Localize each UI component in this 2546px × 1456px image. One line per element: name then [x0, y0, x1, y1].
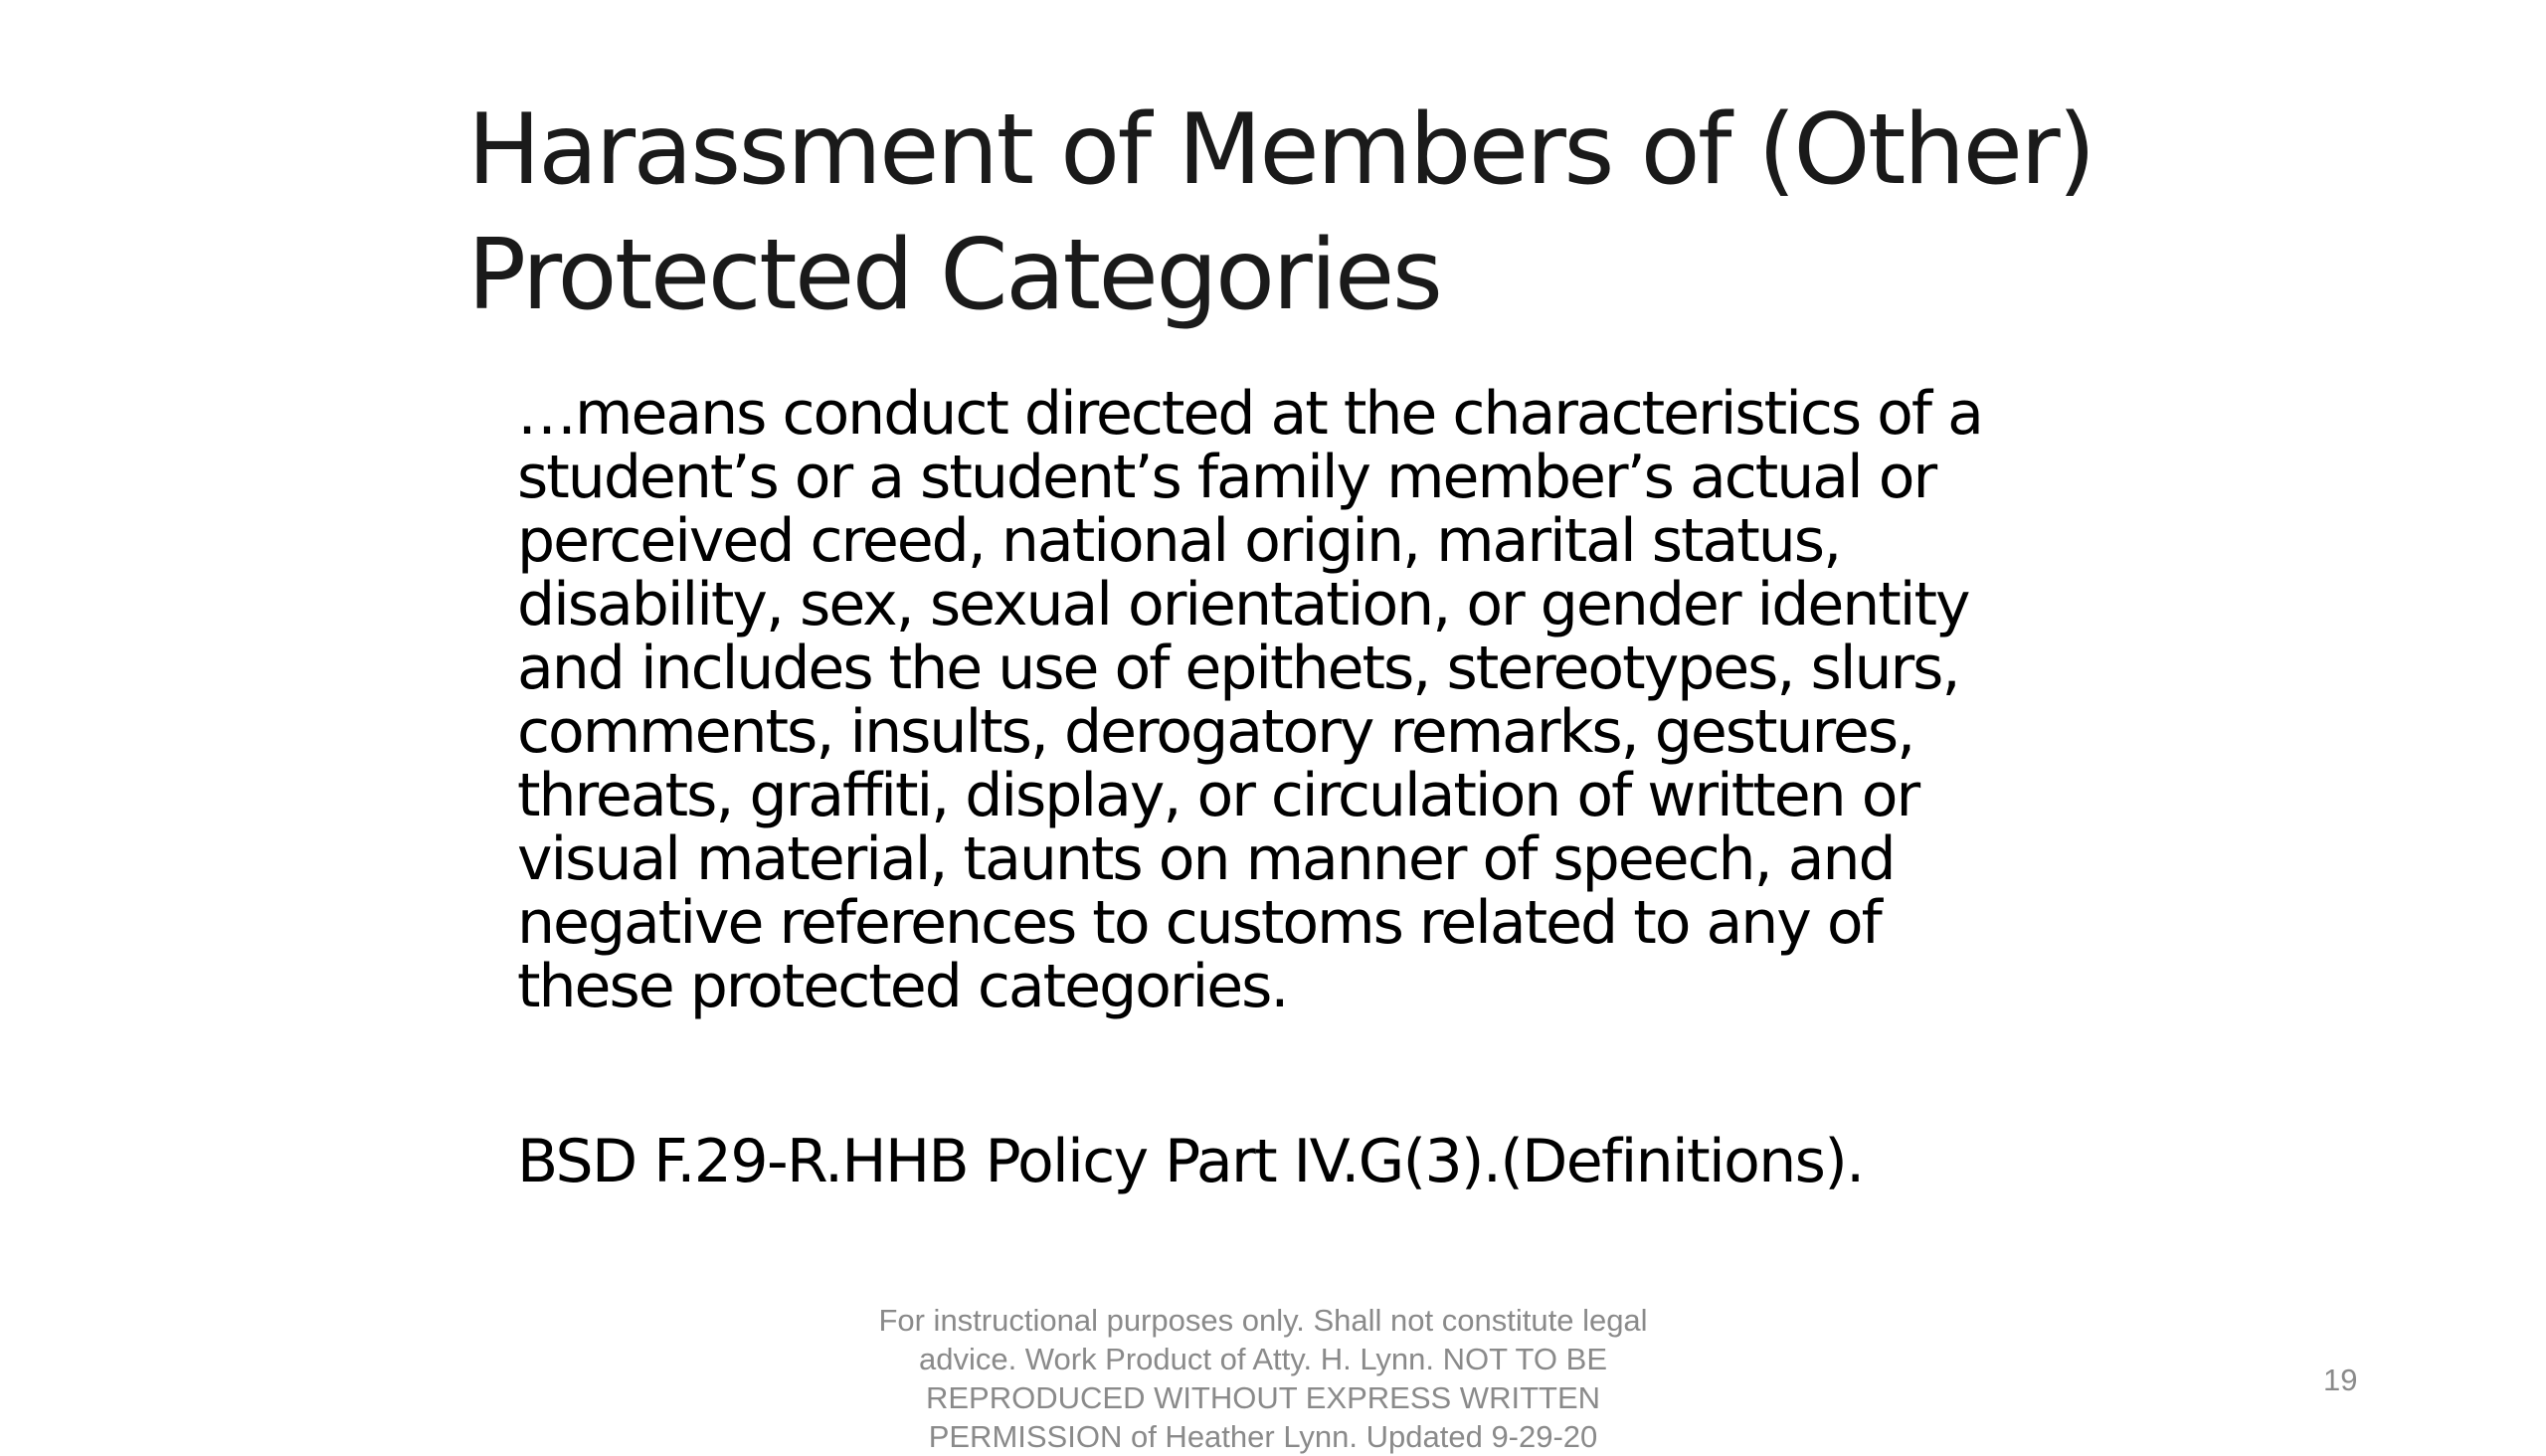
definition-line: these protected categories.: [517, 952, 1288, 1021]
definition-line: threats, graffiti, display, or circulation of written or: [517, 761, 1919, 830]
definition-line: comments, insults, derogatory remarks, gestures,: [517, 697, 1914, 767]
page-number: 19: [2323, 1363, 2358, 1397]
definition-text: [517, 379, 2188, 1021]
slide-title-line: Harassment of Members of (Other): [467, 93, 2093, 207]
slide-title-line: Protected Categories: [467, 219, 1441, 332]
definition-line: negative references to customs related to any of: [517, 888, 1881, 958]
definition-line: perceived creed, national origin, marital status,: [517, 506, 1841, 576]
footer-line: advice. Work Product of Atty. H. Lynn. NOT TO BE: [918, 1342, 1608, 1376]
policy-citation: BSD F.29-R.HHB Policy Part IV.G(3).(Definitions).: [517, 1127, 1864, 1196]
definition-line: and includes the use of epithets, stereotypes, slurs,: [517, 634, 1959, 703]
footer-line: For instructional purposes only. Shall not constitute legal: [878, 1303, 1648, 1338]
footer-line: PERMISSION of Heather Lynn. Updated 9-29-20: [928, 1419, 1598, 1454]
slide-title: [467, 88, 2258, 338]
footer-disclaimer: [816, 1301, 1711, 1456]
definition-line: …means conduct directed at the characteristics of a: [517, 379, 1982, 449]
definition-line: visual material, taunts on manner of speech, and: [517, 824, 1895, 894]
definition-line: student’s or a student’s family member’s actual or: [517, 443, 1936, 512]
definition-line: disability, sex, sexual orientation, or gender identity: [517, 570, 1969, 639]
footer-line: REPRODUCED WITHOUT EXPRESS WRITTEN: [925, 1380, 1601, 1415]
